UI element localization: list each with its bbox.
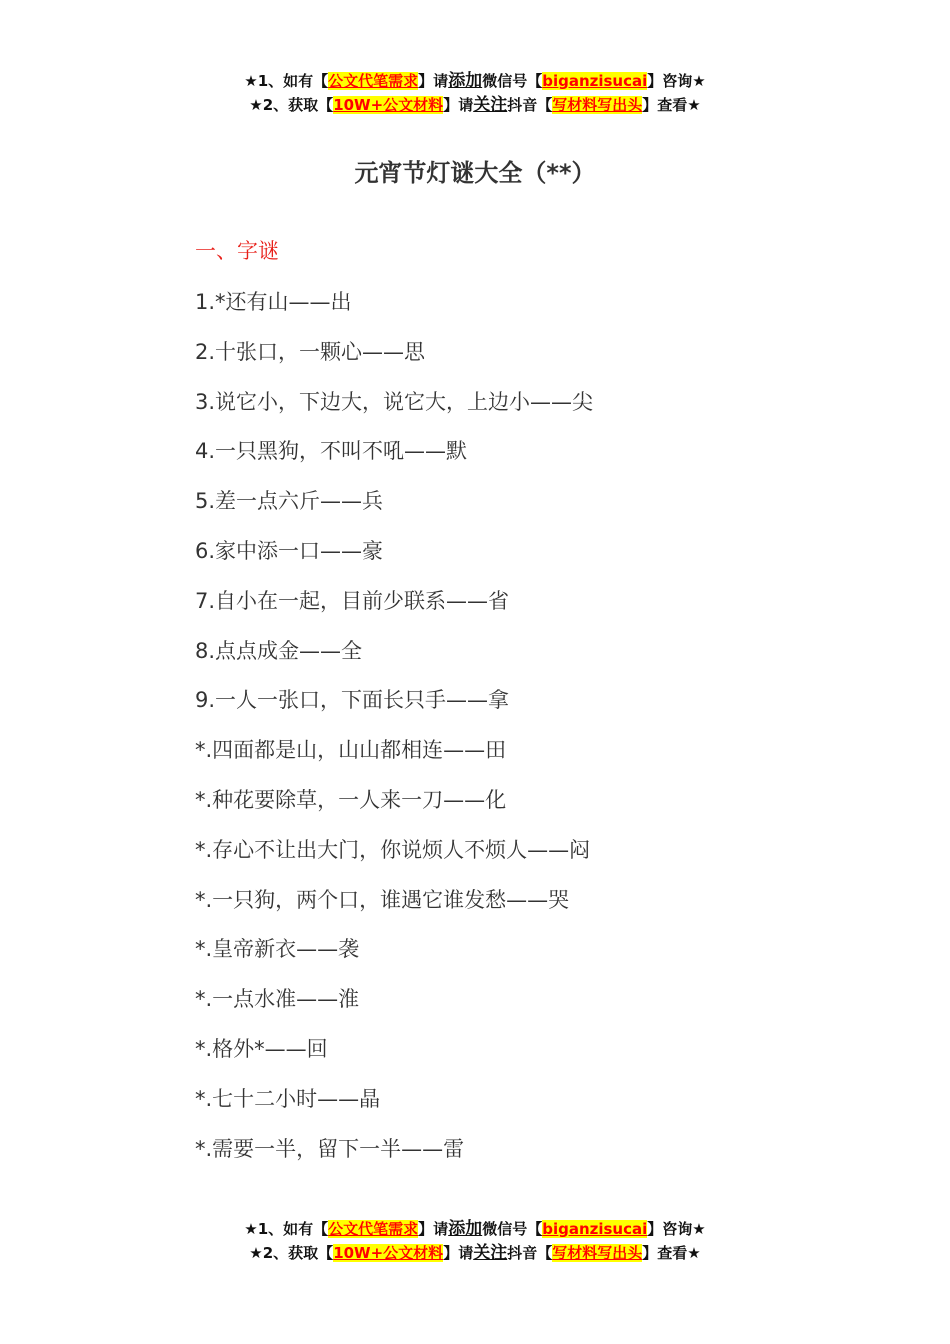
highlight-materials: 10W+公文材料 [333,1244,444,1262]
banner-line-1 [0,69,950,93]
riddle-item: 9.一人一张口，下面长只手——拿 [195,688,510,713]
riddle-list [195,287,593,1183]
banner-text: ★2、获取【 [249,1244,334,1262]
banner-text: 抖音【 [507,96,553,114]
highlight-ghostwriting-service: 公文代笔需求 [328,1220,419,1238]
highlight-douyin-account: 写材料写出头 [552,96,643,114]
highlight-wechat-id: biganzisucai [542,72,648,90]
riddle-item: 6.家中添一口——豪 [195,538,384,563]
section-heading: 一、字谜 [195,239,279,263]
riddle-item: *.一点水准——淮 [195,987,360,1012]
riddle-item: 5.差一点六斤——兵 [195,489,384,514]
banner-line-2 [0,1241,950,1265]
riddle-item: *.四面都是山，山山都相连——田 [195,738,507,763]
underlined-add: 添加 [448,71,483,91]
banner-line-2 [0,93,950,117]
riddle-item: 7.自小在一起，目前少联系——省 [195,588,510,613]
banner-text: 】请 [443,1244,474,1262]
banner-text: 】查看★ [642,96,701,114]
underlined-follow: 关注 [473,95,508,115]
riddle-item: *.一只狗，两个口，谁遇它谁发愁——哭 [195,887,570,912]
banner-text: 】咨询★ [647,72,706,90]
header-banner [0,69,950,117]
banner-text: 】咨询★ [647,1220,706,1238]
banner-line-1 [0,1217,950,1241]
banner-text: ★2、获取【 [249,96,334,114]
riddle-item: 1.*还有山——出 [195,290,352,314]
highlight-douyin-account: 写材料写出头 [552,1244,643,1262]
riddle-item: *.种花要除草，一人来一刀——化 [195,787,507,812]
banner-text: ★1、如有【 [244,1220,329,1238]
banner-text: ★1、如有【 [244,72,329,90]
banner-text: 抖音【 [507,1244,553,1262]
highlight-wechat-id: biganzisucai [542,1220,648,1238]
riddle-item: 3.说它小，下边大，说它大，上边小——尖 [195,389,594,414]
riddle-item: *.需要一半，留下一半——雷 [195,1136,465,1161]
banner-text: 】请 [418,1220,449,1238]
document-title: 元宵节灯谜大全（**） [354,159,596,187]
riddle-item: 2.十张口，一颗心——思 [195,339,426,364]
riddle-item: *.皇帝新衣——袭 [195,937,360,962]
riddle-item: 4.一只黑狗，不叫不吼——默 [195,439,468,464]
underlined-add: 添加 [448,1219,483,1239]
highlight-ghostwriting-service: 公文代笔需求 [328,72,419,90]
banner-text: 】查看★ [642,1244,701,1262]
banner-text: 微信号【 [482,72,543,90]
banner-text: 】请 [443,96,474,114]
riddle-item: 8.点点成金——全 [195,638,363,663]
riddle-item: *.存心不让出大门，你说烦人不烦人——闷 [195,837,591,862]
riddle-item: *.格外*——回 [195,1036,328,1061]
banner-text: 微信号【 [482,1220,543,1238]
underlined-follow: 关注 [473,1243,508,1263]
highlight-materials: 10W+公文材料 [333,96,444,114]
riddle-item: *.七十二小时——晶 [195,1086,381,1111]
banner-text: 】请 [418,72,449,90]
footer-banner [0,1217,950,1265]
